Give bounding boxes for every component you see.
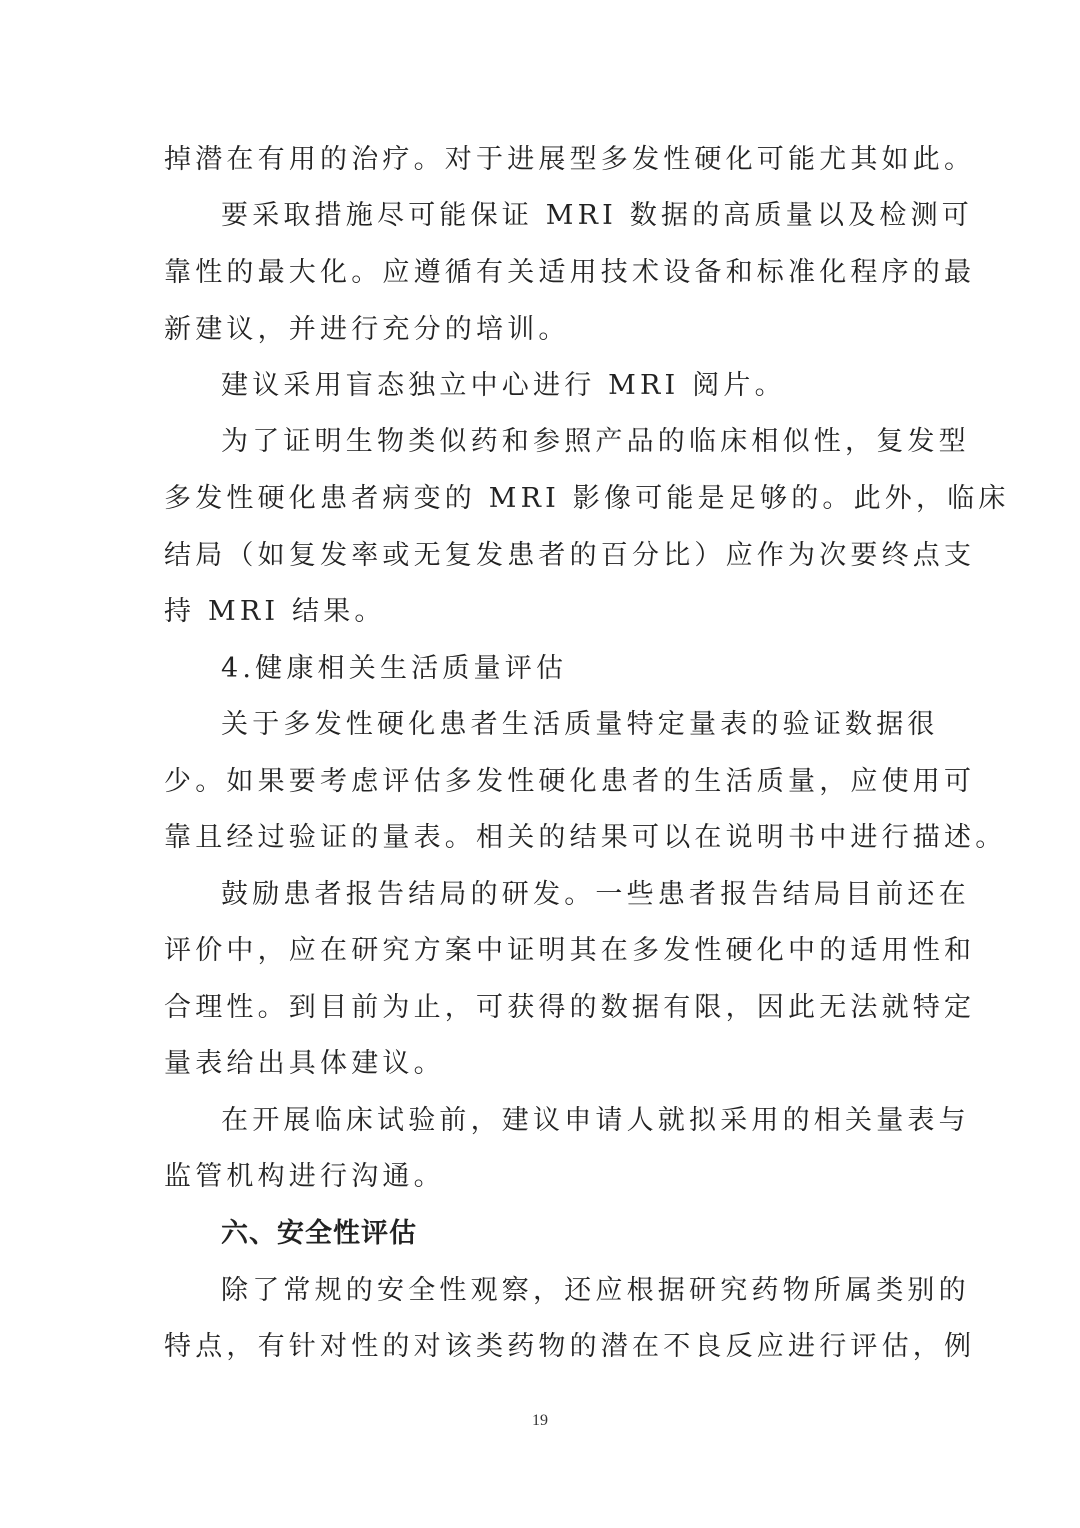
- text-line-7: 多发性硬化患者病变的 MRI 影像可能是足够的。此外，临床: [164, 483, 1010, 514]
- section-subheading: 4.健康相关生活质量评估: [221, 653, 568, 684]
- text-line-17: 量表给出具体建议。: [164, 1048, 445, 1079]
- text-line-5: 建议采用盲态独立中心进行 MRI 阅片。: [221, 370, 786, 401]
- page-number: 19: [532, 1412, 548, 1429]
- text-line-1: 掉潜在有用的治疗。对于进展型多发性硬化可能尤其如此。: [164, 144, 976, 175]
- text-line-2: 要采取措施尽可能保证 MRI 数据的高质量以及检测可: [221, 200, 974, 231]
- text-line-8: 结局（如复发率或无复发患者的百分比）应作为次要终点支: [164, 540, 976, 571]
- text-line-12: 少。如果要考虑评估多发性硬化患者的生活质量，应使用可: [164, 766, 976, 797]
- text-line-16: 合理性。到目前为止，可获得的数据有限，因此无法就特定: [164, 992, 976, 1023]
- text-line-13: 靠且经过验证的量表。相关的结果可以在说明书中进行描述。: [164, 822, 1007, 853]
- text-line-11: 关于多发性硬化患者生活质量特定量表的验证数据很: [221, 709, 939, 740]
- text-line-19: 监管机构进行沟通。: [164, 1161, 445, 1192]
- text-line-9: 持 MRI 结果。: [164, 596, 386, 627]
- text-line-18: 在开展临床试验前，建议申请人就拟采用的相关量表与: [221, 1105, 970, 1136]
- text-line-21: 除了常规的安全性观察，还应根据研究药物所属类别的: [221, 1275, 970, 1306]
- text-line-15: 评价中，应在研究方案中证明其在多发性硬化中的适用性和: [164, 935, 976, 966]
- section-heading: 六、安全性评估: [221, 1218, 417, 1249]
- text-line-3: 靠性的最大化。应遵循有关适用技术设备和标准化程序的最: [164, 257, 976, 288]
- text-line-14: 鼓励患者报告结局的研发。一些患者报告结局目前还在: [221, 879, 970, 910]
- text-line-6: 为了证明生物类似药和参照产品的临床相似性，复发型: [221, 426, 970, 457]
- text-line-22: 特点，有针对性的对该类药物的潜在不良反应进行评估，例: [164, 1331, 976, 1362]
- text-line-4: 新建议，并进行充分的培训。: [164, 314, 570, 345]
